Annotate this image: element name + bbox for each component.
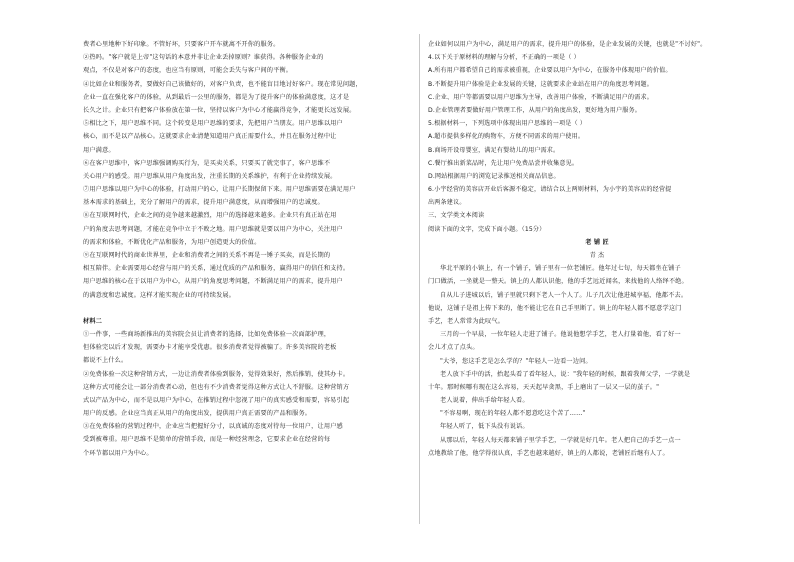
option-b: B.不断提升用户体验是企业发展的关键，这就要求企业站在用户的角度思考问题。 [428,80,653,88]
left-column [83,38,413,460]
passage-paragraph [83,117,413,157]
text-line: 从那以后，年轻人每天都来铺子里学手艺，一学就是好几年。老人把自己的手艺一点一 [440,436,681,444]
passage-paragraph [83,183,413,209]
text-line: ①一件事，一些商场新推出的美容院会员让消费者的选择，比如免费体验一次面部护理， [83,330,331,338]
text-line: 但体验完以后才发现，需要办卡才能享受优惠。很多消费者觉得被骗了。许多美容院的老板 [83,344,337,352]
option-d: D.企业管理者要做好用户管理工作，从用户的角度出发，更好地为用户服务。 [428,106,641,114]
text-line: 手艺，老人常常为此叹气。 [428,317,505,325]
text-line: 十年。那时候哪有现在这么容易，天天起早贪黑，手上磨出了一层又一层的茧子。" [428,383,660,391]
text-line: 核心，而不是以产品核心。这就要求企业清楚知道用户真正需要什么，并且在服务过程中让 [83,133,337,141]
option-b: B.商场开设母婴室，满足有婴幼儿的用户需求。 [428,146,560,154]
story-author: 青 杰 [589,252,605,259]
option-a: A.所有用户都希望自己的需求被重视，企业要以用户为中心，在服务中体现用户的价值。 [428,67,672,75]
text-line: 企业一直在强化客户的体验，从到最后一公里的服务，都是为了提升客户的体验满意度，这才是 [83,93,350,101]
text-line: 受到被尊重。用户思维不是简单的营销手段，而是一种经营理念，它要求企业在经营的每 [83,436,331,444]
text-line: 6.小宇经营的美容店开业后客源不稳定，请结合以上两则材料，为小宇的美容店的经营提 [428,186,672,194]
question-5: 5.根据材料一，下列选项中体现出用户思维的一项是（ ） [428,120,587,128]
text-line: 个环节都以用户为中心。 [83,449,153,457]
text-line: "大爷，您这手艺是怎么学的？"年轻人一边看一边问。 [440,357,592,365]
option-d: D.网站根据用户的浏览记录推送相关商品信息。 [428,172,560,180]
text-line: 老人说着，伸出手给年轻人看。 [440,397,529,405]
text-line: 式以产品为中心，而不是以用户为中心，在推销过程中忽视了用户的真实感受和需要，容易引起 [83,396,350,404]
text-line: 户的角度去思考问题，才能在竞争中立于不败之地。用户思维就是要以用户为中心，关注用户 [83,225,343,233]
passage-paragraph [83,368,413,421]
text-line: ④比如企业和服务者，要做好自己该做好的，对客户负责，也不能盲目地讨好客户。现在常见问题， [83,80,362,88]
text-line: 用户思维的核心在于以用户为中心，从用户的角度思考问题，不断满足用户的需求，提升用户 [83,278,343,286]
text-line: 出两条建议。 [428,199,466,207]
question-4: 4.以下关于原材料的理解与分析，不正确的一项是（ ） [428,54,580,62]
text-line: 都说不上什么。 [83,357,128,365]
text-line: 年轻人听了，低下头没有说话。 [440,423,529,431]
text-line: 关心用户的感受。用户思维从用户角度出发，注重长期的关系维护，有利于企业持续发展。 [83,172,337,180]
passage-paragraph [83,249,413,302]
text-line: 他说，这铺子是祖上传下来的，他不能让它在自己手里断了。镇上的年轻人都不愿意学这门 [428,304,682,312]
text-line: "不容易啊，现在的年轻人都不愿意吃这个苦了……" [440,410,586,418]
text-line: ⑦用户思维以用户为中心的体验，打动用户的心，让用户长期保留下来。用户思维需要在满足用户 [83,186,356,194]
text-line: 的需求和体验，不断优化产品和服务，为用户创造更大的价值。 [83,238,261,246]
text-line: 华北平原的小镇上，有一个铺子，铺子里有一位老铺匠。他年过七旬，每天都坐在铺子 [440,265,681,273]
text-line: 这种方式可能会让一部分消费者心动，但也有不少消费者觉得这种方式让人不舒服。这种营销方 [83,383,350,391]
option-c: C.企业、用户等都需要以用户思维为主导，改善用户体验，不断满足用户的需求。 [428,93,654,101]
option-c: C.餐厅推出新菜品时，先让用户免费品尝并收集意见。 [428,159,579,167]
text-line: 用户的反感。企业应当真正从用户的角度出发，提供用户真正需要的产品和服务。 [83,410,312,418]
text-line: 三月的一个早晨，一位年轻人走进了铺子。他说他想学手艺，老人打量着他，看了好一 [440,331,681,339]
text-line: 点地教给了他，他学得很认真，手艺也越来越好，镇上的人都说，老铺匠后继有人了。 [428,449,669,457]
passage-paragraph [83,38,413,117]
question-6 [428,183,766,209]
column-divider [419,34,420,524]
text-line: 长久之计。企业只有把客户体验放在第一位，坚持以客户为中心才能赢得竞争，才能更长远发展。 [83,106,356,114]
text-line: ⑨在互联网时代的商业世界里，企业和消费者之间的关系不再是一锤子买卖，而是长期的 [83,252,331,259]
right-column [428,38,766,460]
text-line: ②免费体验一次这种营销方式，一边让消费者体验到服务，觉得效果好，然后推销，使其办卡。 [83,370,350,378]
question-5-options [428,130,766,183]
passage-paragraph [83,209,413,249]
text-line: 会儿才点了点头。 [428,344,479,352]
passage-paragraph [83,328,413,368]
section-title: 材料二 [83,317,103,325]
text-line: ③在免费体验的营销过程中，企业应当把握好分寸，以真诚的态度对待每一位用户，让用户感 [83,423,343,431]
section-title: 三、文学类文本阅读 [428,212,485,220]
text-line: 老人放下手中的活，抬起头看了看年轻人，说："我年轻的时候，跟着我师父学，一学就是 [440,370,691,378]
text-line: 自从儿子进城以后，铺子里就只剩下老人一个人了。儿子几次让他进城享福，他都不去。 [440,291,688,299]
text-line: ②热吗。"客户就是上帝"这句话的本意并非让企业丢掉原则？谁获得。各种服务企业的 [83,54,324,62]
story-title: 老 铺 匠 [585,238,609,246]
text-line: 的满意度和忠诚度。这样才能实现企业的可持续发展。 [83,291,236,299]
option-a: A.超市提供多样化的购物车，方便不同需求的用户使用。 [428,133,585,141]
text-line: ⑥在客户思维中，客户思维强调购买行为，是买卖关系，只要买了就完事了，客户思维不 [83,159,331,167]
reading-instructions: 阅读下面的文字，完成下面小题。（15分） [428,225,546,233]
passage-paragraph [83,157,413,183]
story-body [428,262,766,460]
passage-paragraph [83,420,413,460]
text-line: 用户满意。 [83,146,115,154]
text-line: 费者心里地种下好印象。不管好坏，只要客户开车就离不开你的服务。 [83,41,280,48]
text-line: 观点，不仅是对客户的态度，也应当有原则，可能会丢失与客户间的平衡。 [83,67,293,75]
text-line: 基本需求的基础上，充分了解用户的需求，提升用户满意度，从而增强用户的忠诚度。 [83,199,324,207]
text-line: ⑤相比之下，用户思维不同。这个转变是用户思维的要求，先把用户当朋友。用户思维以用户 [83,120,343,128]
text-line: ⑧在互联网时代，企业之间的竞争越来越激烈，用户的选择越来越多。企业只有真正站在用 [83,212,337,220]
text-line: 相互陪伴。企业需要用心经营与用户的关系，通过优质的产品和服务，赢得用户的信任和支持。 [83,265,350,273]
question-4-options [428,64,766,117]
text-line: 门口做活，一坐就是一整天。镇上的人都认识他，他的手艺远近闻名，来找他的人络绎不绝。 [428,278,688,286]
text-line: 企业如何以用户为中心，满足用户的需求，提升用户的体验，是企业发展的关键，也就是"不讨好"。 [428,41,707,48]
